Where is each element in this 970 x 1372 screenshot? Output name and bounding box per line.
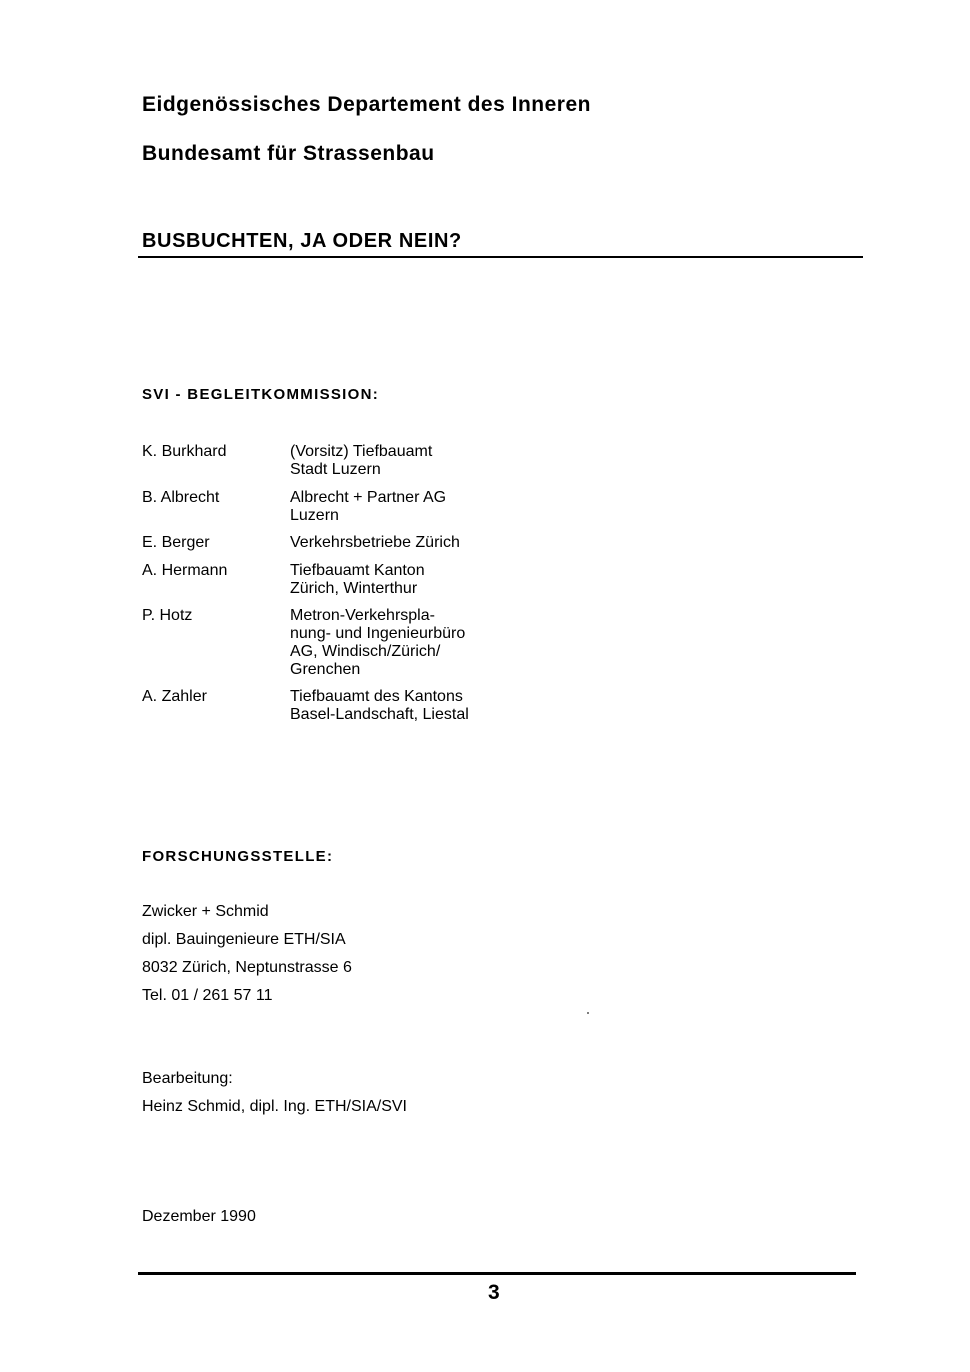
document-title: BUSBUCHTEN, JA ODER NEIN? <box>142 230 462 252</box>
member-org <box>290 688 469 724</box>
page-number: 3 <box>488 1281 500 1304</box>
member-org <box>290 607 465 679</box>
member-org-line: Tiefbauamt Kanton <box>290 562 425 579</box>
member-name: B. Albrecht <box>142 489 220 506</box>
member-name: A. Hermann <box>142 562 228 579</box>
title-underline <box>138 256 863 258</box>
research-line: 8032 Zürich, Neptunstrasse 6 <box>142 959 352 976</box>
commission-label: SVI - BEGLEITKOMMISSION: <box>142 386 380 403</box>
document-date: Dezember 1990 <box>142 1208 256 1225</box>
research-line: Tel. 01 / 261 57 11 <box>142 987 273 1004</box>
scan-speck <box>587 1012 589 1014</box>
office-heading: Bundesamt für Strassenbau <box>142 142 435 165</box>
member-org <box>290 443 432 479</box>
member-name: A. Zahler <box>142 688 207 705</box>
footer-rule <box>138 1272 856 1275</box>
member-org <box>290 534 460 552</box>
member-name: P. Hotz <box>142 607 193 624</box>
member-org-line: Albrecht + Partner AG <box>290 489 447 506</box>
department-heading: Eidgenössisches Departement des Inneren <box>142 93 591 116</box>
editing-person: Heinz Schmid, dipl. Ing. ETH/SIA/SVI <box>142 1098 407 1115</box>
member-org-line: nung- und Ingenieurbüro <box>290 625 466 642</box>
member-org-line: Metron-Verkehrspla- <box>290 607 435 624</box>
member-org-line: Verkehrsbetriebe Zürich <box>290 534 460 551</box>
research-label: FORSCHUNGSSTELLE: <box>142 848 334 865</box>
research-line: Zwicker + Schmid <box>142 903 269 920</box>
member-org-line: Stadt Luzern <box>290 461 381 478</box>
member-org-line: AG, Windisch/Zürich/ <box>290 643 441 660</box>
member-name: K. Burkhard <box>142 443 227 460</box>
member-org-line: (Vorsitz) Tiefbauamt <box>290 443 433 460</box>
member-org-line: Luzern <box>290 507 339 524</box>
research-line: dipl. Bauingenieure ETH/SIA <box>142 931 346 948</box>
member-org <box>290 562 425 598</box>
editing-label: Bearbeitung: <box>142 1070 233 1087</box>
member-org-line: Tiefbauamt des Kantons <box>290 688 463 705</box>
member-org-line: Grenchen <box>290 661 361 678</box>
member-name: E. Berger <box>142 534 210 551</box>
member-org-line: Basel-Landschaft, Liestal <box>290 706 469 723</box>
member-org-line: Zürich, Winterthur <box>290 580 418 597</box>
member-org <box>290 489 446 525</box>
